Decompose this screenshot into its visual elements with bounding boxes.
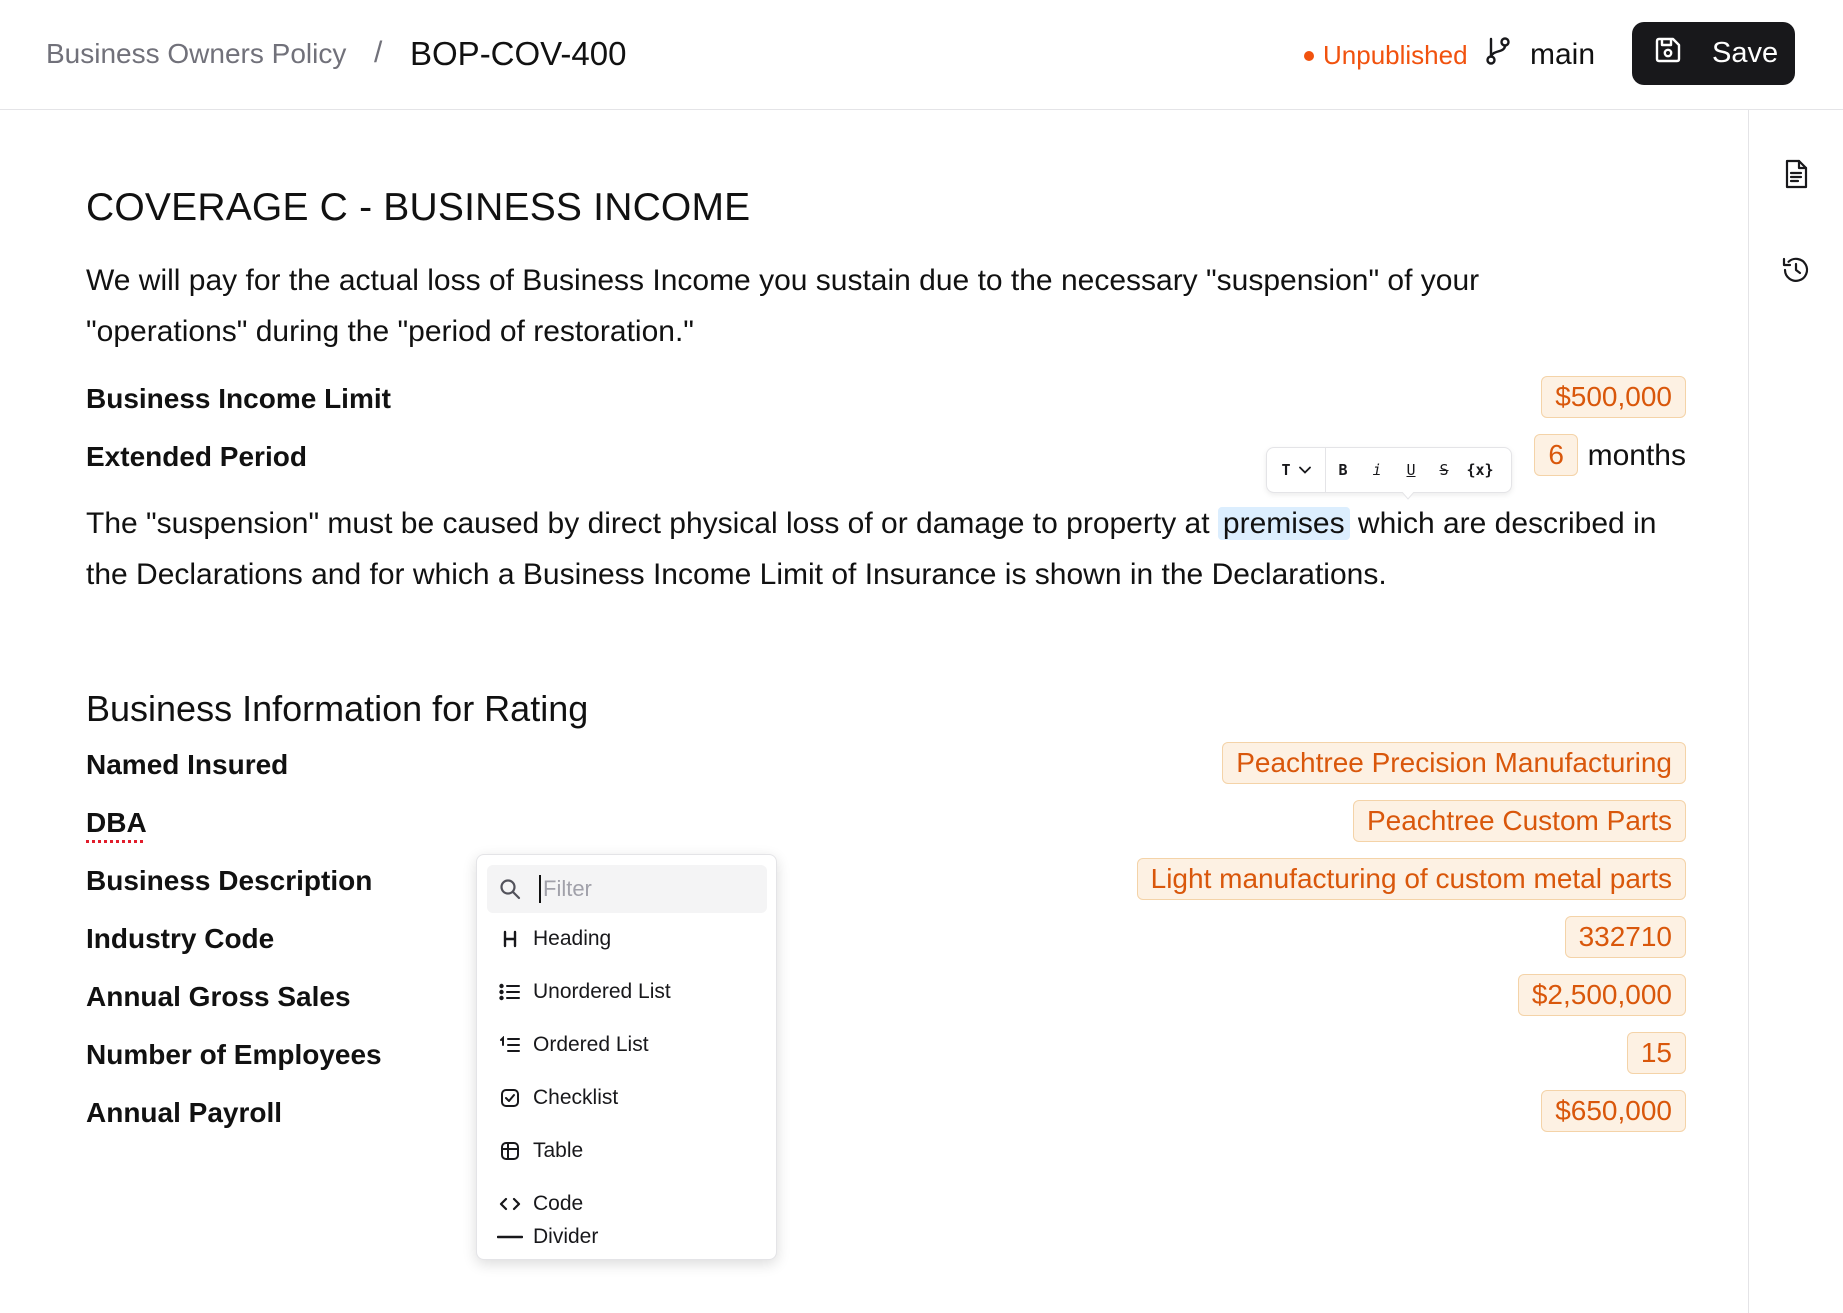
menu-item-heading[interactable] [477, 919, 776, 959]
dba-value[interactable]: Peachtree Custom Parts [1353, 800, 1686, 842]
toolbar-pointer-icon [1402, 492, 1414, 500]
field-label: Named Insured [86, 749, 289, 780]
right-rail-divider [1748, 110, 1749, 1313]
paragraph-text: which are described in the Declarations and for which a Business Income Limit of Insurance is shown in the Declarations. [86, 507, 1657, 591]
git-branch-icon [1484, 36, 1530, 74]
slash-command-menu [476, 854, 777, 1260]
rating-heading: Business Information for Rating [86, 688, 589, 729]
menu-item-unordered-list[interactable] [477, 972, 776, 1012]
filter-input[interactable] [539, 875, 745, 903]
code-icon [497, 1196, 523, 1212]
menu-item-label: Table [533, 1139, 584, 1162]
menu-item-ordered-list[interactable] [477, 1025, 776, 1065]
status-dot-icon [1304, 51, 1314, 61]
save-button-label: Save [1712, 37, 1779, 69]
business-income-limit-row [86, 376, 1686, 426]
field-label-spellcheck: DBA [86, 807, 147, 838]
coverage-heading: COVERAGE C - BUSINESS INCOME [86, 186, 751, 229]
menu-item-divider[interactable] [477, 1217, 776, 1257]
extended-period-unit: months [1587, 439, 1686, 472]
field-label: Business Description [86, 865, 373, 896]
menu-item-label: Code [533, 1192, 584, 1215]
rating-field-row [86, 974, 1686, 1024]
divider-icon [497, 1234, 523, 1240]
underline-button[interactable]: U [1406, 461, 1416, 479]
extended-period-value[interactable]: 6 [1534, 434, 1578, 476]
format-toolbar [1266, 447, 1512, 493]
filter-box [487, 865, 767, 913]
unordered-list-icon [497, 983, 523, 1001]
bold-button[interactable]: B [1338, 461, 1348, 479]
paragraph-text: The "suspension" must be caused by direct physical loss of or damage to property at [86, 507, 1218, 540]
annual-gross-sales-value[interactable]: $2,500,000 [1518, 974, 1686, 1016]
italic-button[interactable]: i [1372, 461, 1382, 479]
rating-field-row [86, 1090, 1686, 1140]
rating-field-row [86, 742, 1686, 792]
menu-item-label: Checklist [533, 1086, 619, 1109]
status-label: Unpublished [1323, 40, 1468, 70]
menu-item-label: Divider [533, 1225, 599, 1248]
named-insured-value[interactable]: Peachtree Precision Manufacturing [1222, 742, 1686, 784]
rating-field-row [86, 916, 1686, 966]
heading-icon [497, 930, 523, 948]
insert-variable-button[interactable]: {x} [1466, 461, 1494, 479]
document-icon[interactable] [1780, 158, 1812, 190]
menu-item-label: Unordered List [533, 980, 671, 1003]
intro-paragraph: We will pay for the actual loss of Business Income you sustain due to the necessary "suspension" of your "operations" during the "period of restoration." [86, 264, 1480, 348]
field-label: Number of Employees [86, 1039, 382, 1070]
number-of-employees-value[interactable]: 15 [1627, 1032, 1686, 1074]
menu-item-checklist[interactable] [477, 1078, 776, 1118]
branch-name: main [1530, 38, 1596, 71]
suspension-paragraph [86, 498, 1686, 600]
breadcrumb-parent[interactable]: Business Owners Policy [46, 38, 347, 69]
strikethrough-button[interactable]: S [1439, 461, 1449, 479]
selected-text-premises[interactable]: premises [1218, 507, 1350, 540]
search-icon [499, 878, 521, 900]
field-label: Extended Period [86, 441, 307, 472]
industry-code-value[interactable]: 332710 [1565, 916, 1686, 958]
chevron-down-icon [1299, 466, 1311, 474]
menu-item-label: Heading [533, 927, 612, 950]
menu-item-table[interactable] [477, 1131, 776, 1171]
ordered-list-icon [497, 1036, 523, 1054]
field-label: Annual Gross Sales [86, 981, 351, 1012]
rating-field-row [86, 858, 1686, 908]
checklist-icon [497, 1088, 523, 1108]
business-income-limit-value[interactable]: $500,000 [1541, 376, 1686, 418]
status-badge [1304, 40, 1468, 71]
business-description-value[interactable]: Light manufacturing of custom metal parts [1137, 858, 1686, 900]
menu-item-label: Ordered List [533, 1033, 649, 1056]
save-icon [1654, 36, 1712, 72]
field-label: Industry Code [86, 923, 275, 954]
breadcrumb-separator: / [374, 36, 383, 69]
top-bar [0, 0, 1843, 110]
annual-payroll-value[interactable]: $650,000 [1541, 1090, 1686, 1132]
field-label: Business Income Limit [86, 383, 391, 414]
text-style-label: T [1281, 461, 1291, 479]
save-button[interactable] [1632, 22, 1795, 85]
text-style-dropdown[interactable] [1267, 448, 1326, 492]
history-icon[interactable] [1780, 254, 1812, 286]
field-label: Annual Payroll [86, 1097, 283, 1128]
rating-field-row [86, 1032, 1686, 1082]
rating-field-row [86, 800, 1686, 850]
table-icon [497, 1141, 523, 1161]
page-title: BOP-COV-400 [410, 35, 627, 72]
branch-selector[interactable] [1484, 36, 1595, 74]
